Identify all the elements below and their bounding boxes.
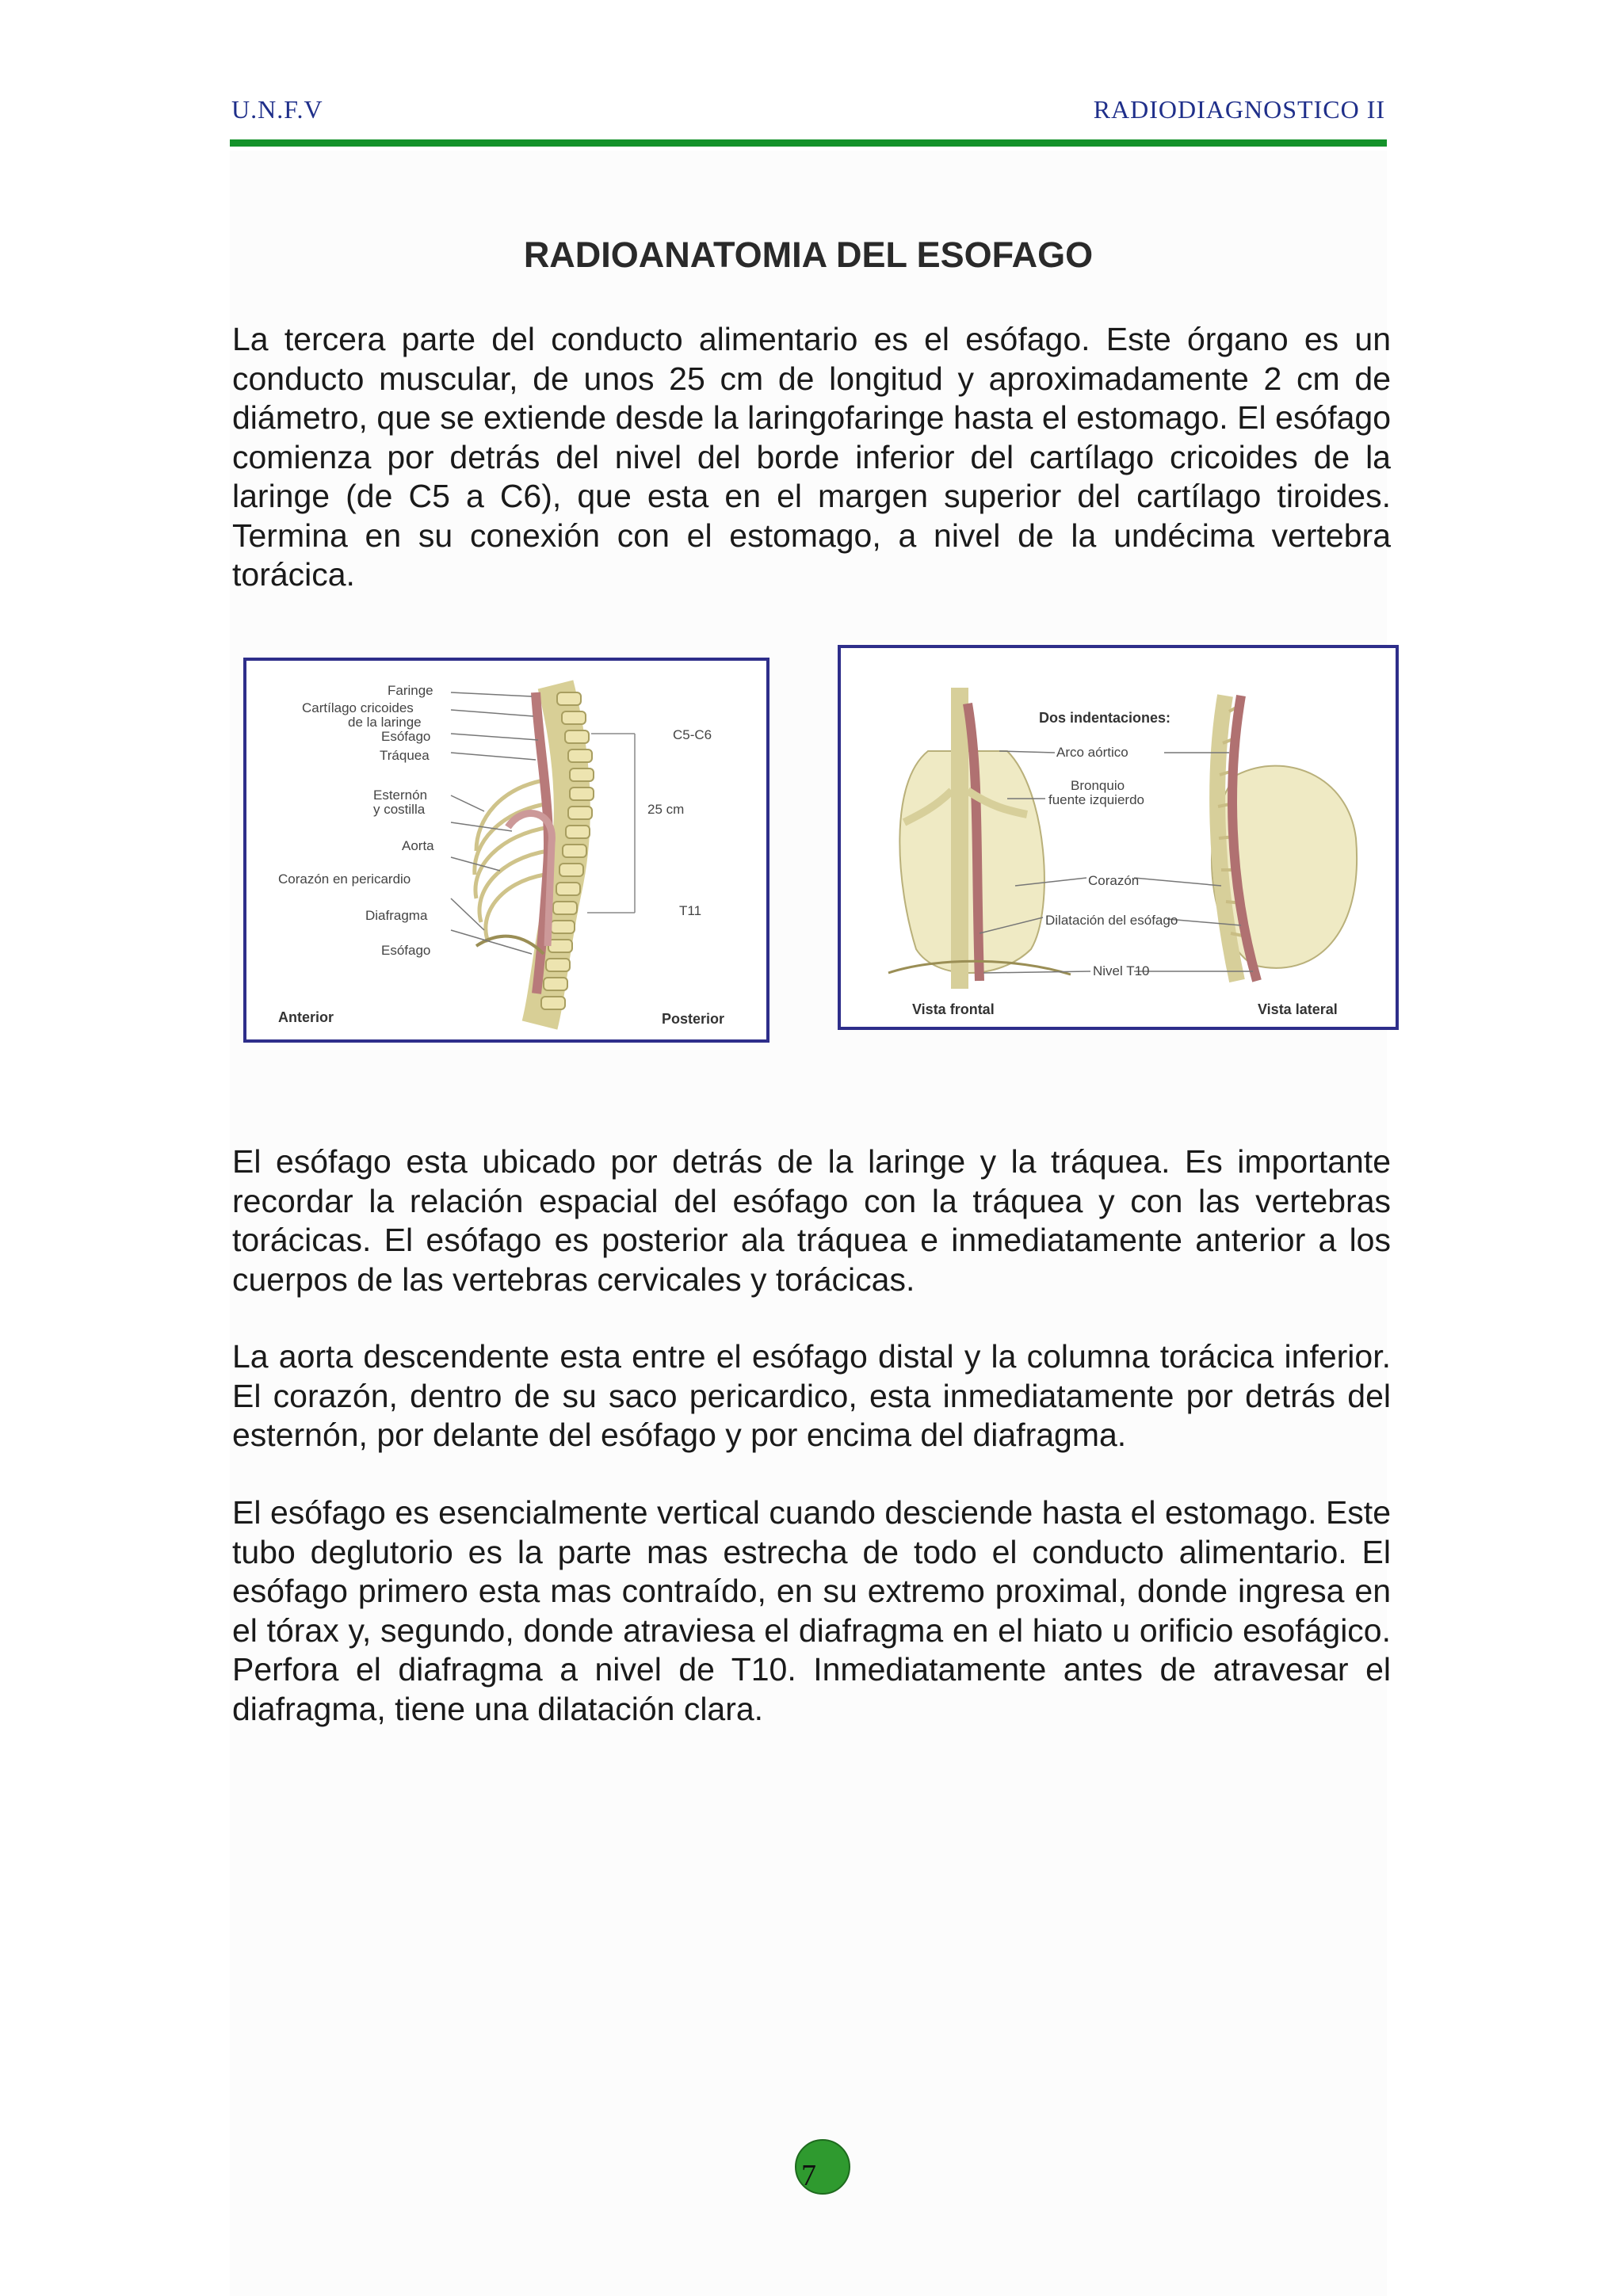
label-cartilago: Cartílago cricoides — [302, 700, 414, 715]
label-costilla: y costilla — [373, 802, 426, 817]
paragraph-vertical: El esófago es esencialmente vertical cuando desciende hasta el estomago. Este tubo deglutorio es la parte mas estrecha de todo el conducto alimentario. El esófago primero esta mas contraído, en su extremo proximal, donde ingresa en el tórax y, segundo, donde atraviesa el diafragma en el hiato u orificio esofágico. Perfora el diafragma a nivel de T10. Inmediatamente antes de atravesar el diafragma, tiene una dilatación clara. — [232, 1494, 1391, 1727]
figure-sagittal-anatomy — [243, 658, 769, 1043]
label-arco-aortico: Arco aórtico — [1056, 745, 1128, 760]
measure-25cm: 25 cm — [647, 802, 685, 817]
page-number-badge — [795, 2139, 850, 2195]
label-laringe: de la laringe — [348, 715, 422, 730]
figure2-heading: Dos indentaciones: — [1039, 710, 1171, 726]
label-bronquio-izquierdo: fuente izquierdo — [1048, 792, 1144, 807]
page-number: 7 — [801, 2159, 816, 2192]
label-bronquio: Bronquio — [1071, 778, 1125, 793]
figure2-vista-lateral: Vista lateral — [1258, 1001, 1338, 1017]
paragraph-aorta: La aorta descendente esta entre el esófago distal y la columna torácica inferior. El corazón, dentro de su saco pericardico, esta inmediatamente por detrás del esternón, por delante del esófago y por encima del diafragma. — [232, 1338, 1391, 1453]
figure-frontal-lateral — [838, 645, 1399, 1030]
label-traquea: Tráquea — [380, 748, 430, 763]
label-nivel-t10: Nivel T10 — [1093, 963, 1150, 978]
label-esofago-lower: Esófago — [381, 943, 431, 958]
page-title: RADIOANATOMIA DEL ESOFAGO — [523, 235, 1094, 275]
header-rule — [230, 139, 1387, 147]
label-diafragma: Diafragma — [365, 908, 428, 923]
figure2-vista-frontal: Vista frontal — [912, 1001, 995, 1017]
label-faringe: Faringe — [388, 683, 433, 698]
label-esofago-upper: Esófago — [381, 729, 431, 744]
header-institution: U.N.F.V — [231, 95, 323, 124]
paragraph-ubicacion: El esófago esta ubicado por detrás de la laringe y la tráquea. Es importante recordar la relación espacial del esófago con la tráquea y con las vertebras torácicas. El esófago es posterior ala tráquea e inmediatamente anterior a los cuerpos de las vertebras cervicales y torácicas. — [232, 1143, 1391, 1298]
figure1-posterior: Posterior — [662, 1011, 725, 1027]
sagittal-illustration — [246, 661, 766, 1039]
figure1-anterior: Anterior — [278, 1009, 334, 1025]
paragraph-intro: La tercera parte del conducto alimentario es el esófago. Este órgano es un conducto muscular, de unos 25 cm de longitud y aproximadamente 2 cm de diámetro, que se extiende desde la laringofaringe hasta el estomago. El esófago comienza por detrás del nivel del borde inferior del cartílago cricoides de la laringe (de C5 a C6), que esta en el margen superior del cartílago tiroides. Termina en su conexión con el estomago, a nivel de la undécima vertebra torácica. — [232, 321, 1391, 593]
measure-c5-c6: C5-C6 — [673, 727, 712, 742]
label-esternon: Esternón — [373, 788, 428, 803]
header-course: RADIODIAGNOSTICO II — [1093, 95, 1385, 124]
label-corazon-frontal: Corazón — [1088, 873, 1140, 888]
label-dilatacion: Dilatación del esófago — [1045, 913, 1178, 928]
measure-t11: T11 — [679, 903, 702, 918]
label-aorta: Aorta — [402, 838, 434, 853]
label-corazon: Corazón en pericardio — [278, 871, 411, 887]
